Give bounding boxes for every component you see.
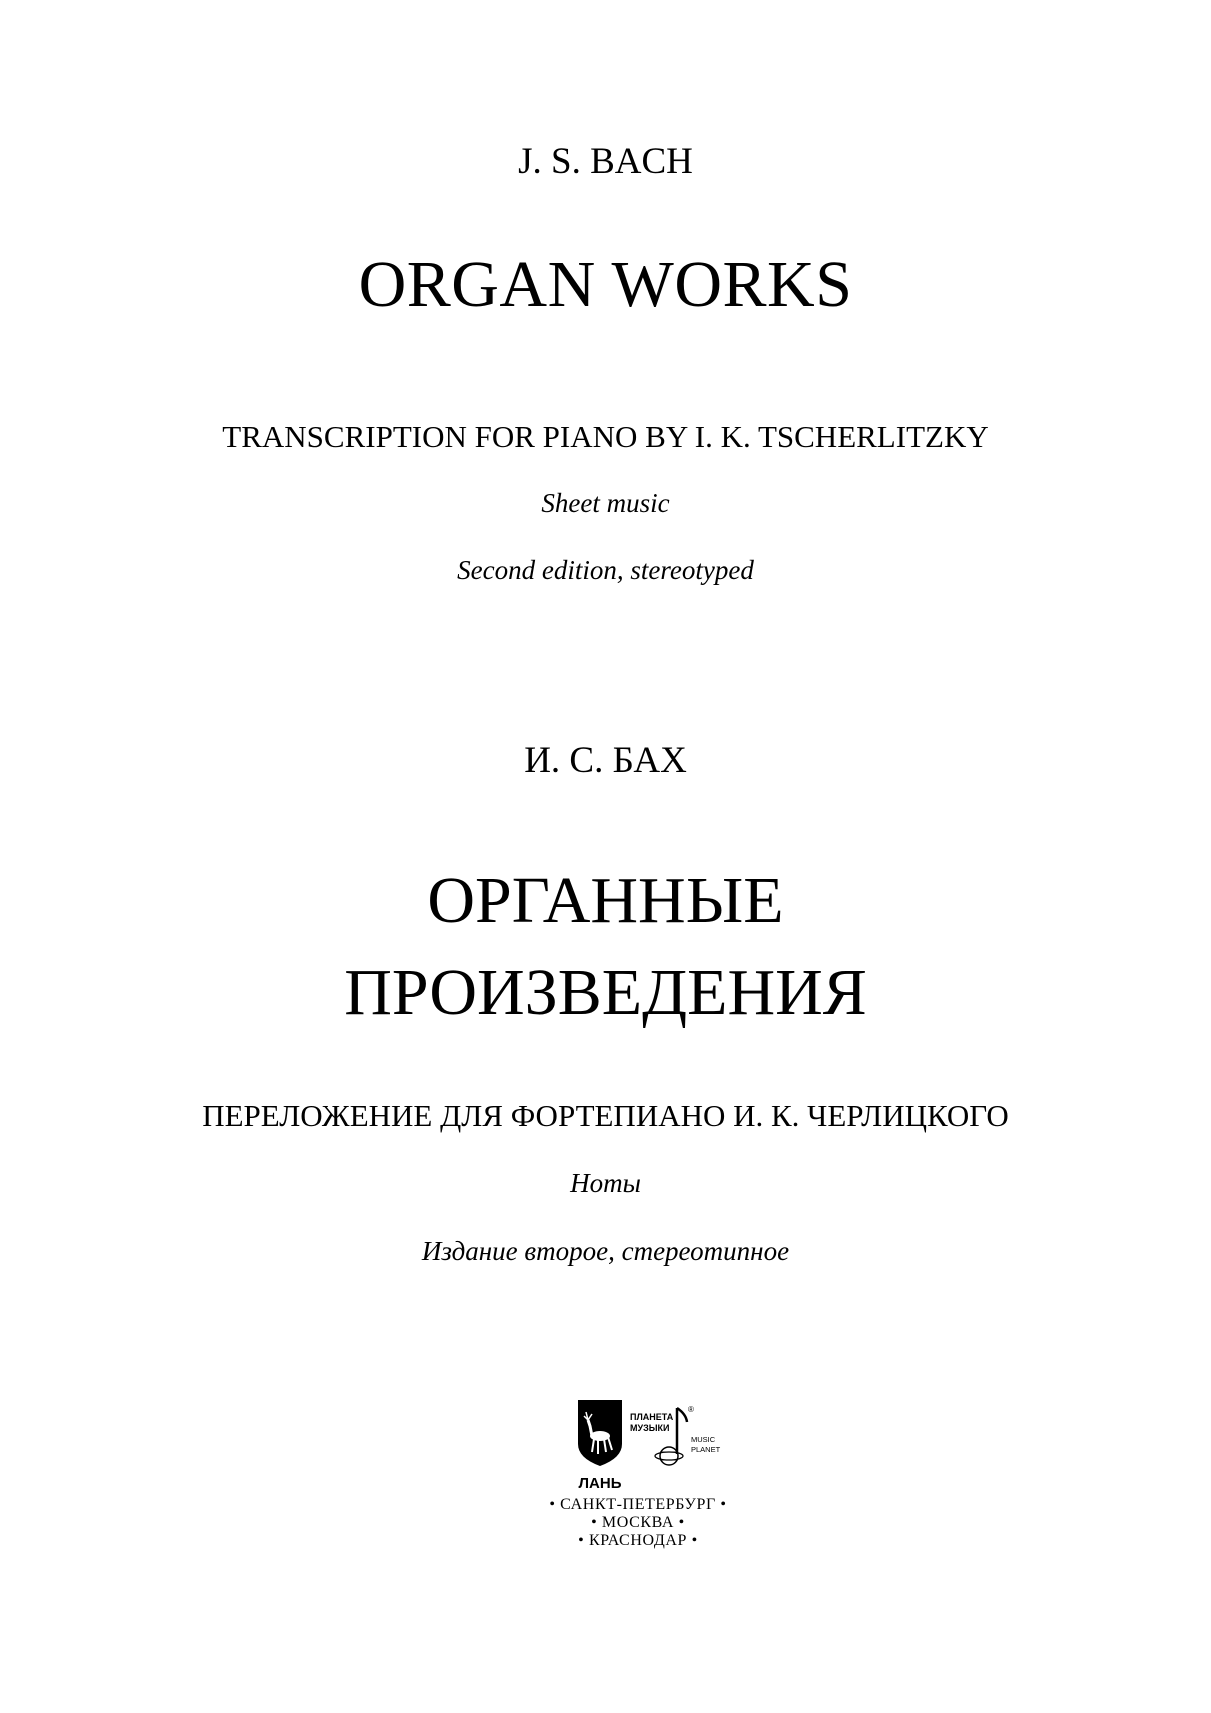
svg-text:PLANET: PLANET [691, 1445, 721, 1454]
edition-en: Second edition, stereotyped [457, 555, 754, 585]
type-en: Sheet music [541, 488, 670, 518]
svg-text:МУЗЫКИ: МУЗЫКИ [630, 1423, 670, 1433]
title-en: ORGAN WORKS [358, 248, 853, 321]
city-moscow: • МОСКВА • [591, 1514, 685, 1531]
publisher-logos [548, 1392, 728, 1496]
city-saint-petersburg: • САНКТ-ПЕТЕРБУРГ • [549, 1496, 727, 1513]
lan-logo-text: ЛАНЬ [578, 1475, 622, 1492]
city-krasnodar: • КРАСНОДАР • [578, 1532, 698, 1549]
publisher-logo-block [548, 1392, 728, 1552]
registered-icon: ® [688, 1405, 694, 1414]
edition-ru: Издание второе, стереотипное [421, 1236, 790, 1266]
lan-logo [578, 1400, 622, 1492]
type-ru: Ноты [570, 1168, 641, 1198]
author-ru: И. С. БАХ [524, 740, 687, 781]
subtitle-en: TRANSCRIPTION FOR PIANO BY I. K. TSCHERLITZKY [222, 419, 989, 454]
svg-text:MUSIC: MUSIC [691, 1435, 716, 1444]
title-ru-line2: ПРОИЗВЕДЕНИЯ [344, 956, 867, 1029]
music-planet-logo [630, 1405, 721, 1465]
title-ru-line1: ОРГАННЫЕ [427, 864, 784, 937]
svg-text:ПЛАНЕТА: ПЛАНЕТА [630, 1412, 674, 1422]
subtitle-ru: ПЕРЕЛОЖЕНИЕ ДЛЯ ФОРТЕПИАНО И. К. ЧЕРЛИЦКОГО [202, 1098, 1009, 1133]
author-en: J. S. BACH [518, 141, 693, 182]
